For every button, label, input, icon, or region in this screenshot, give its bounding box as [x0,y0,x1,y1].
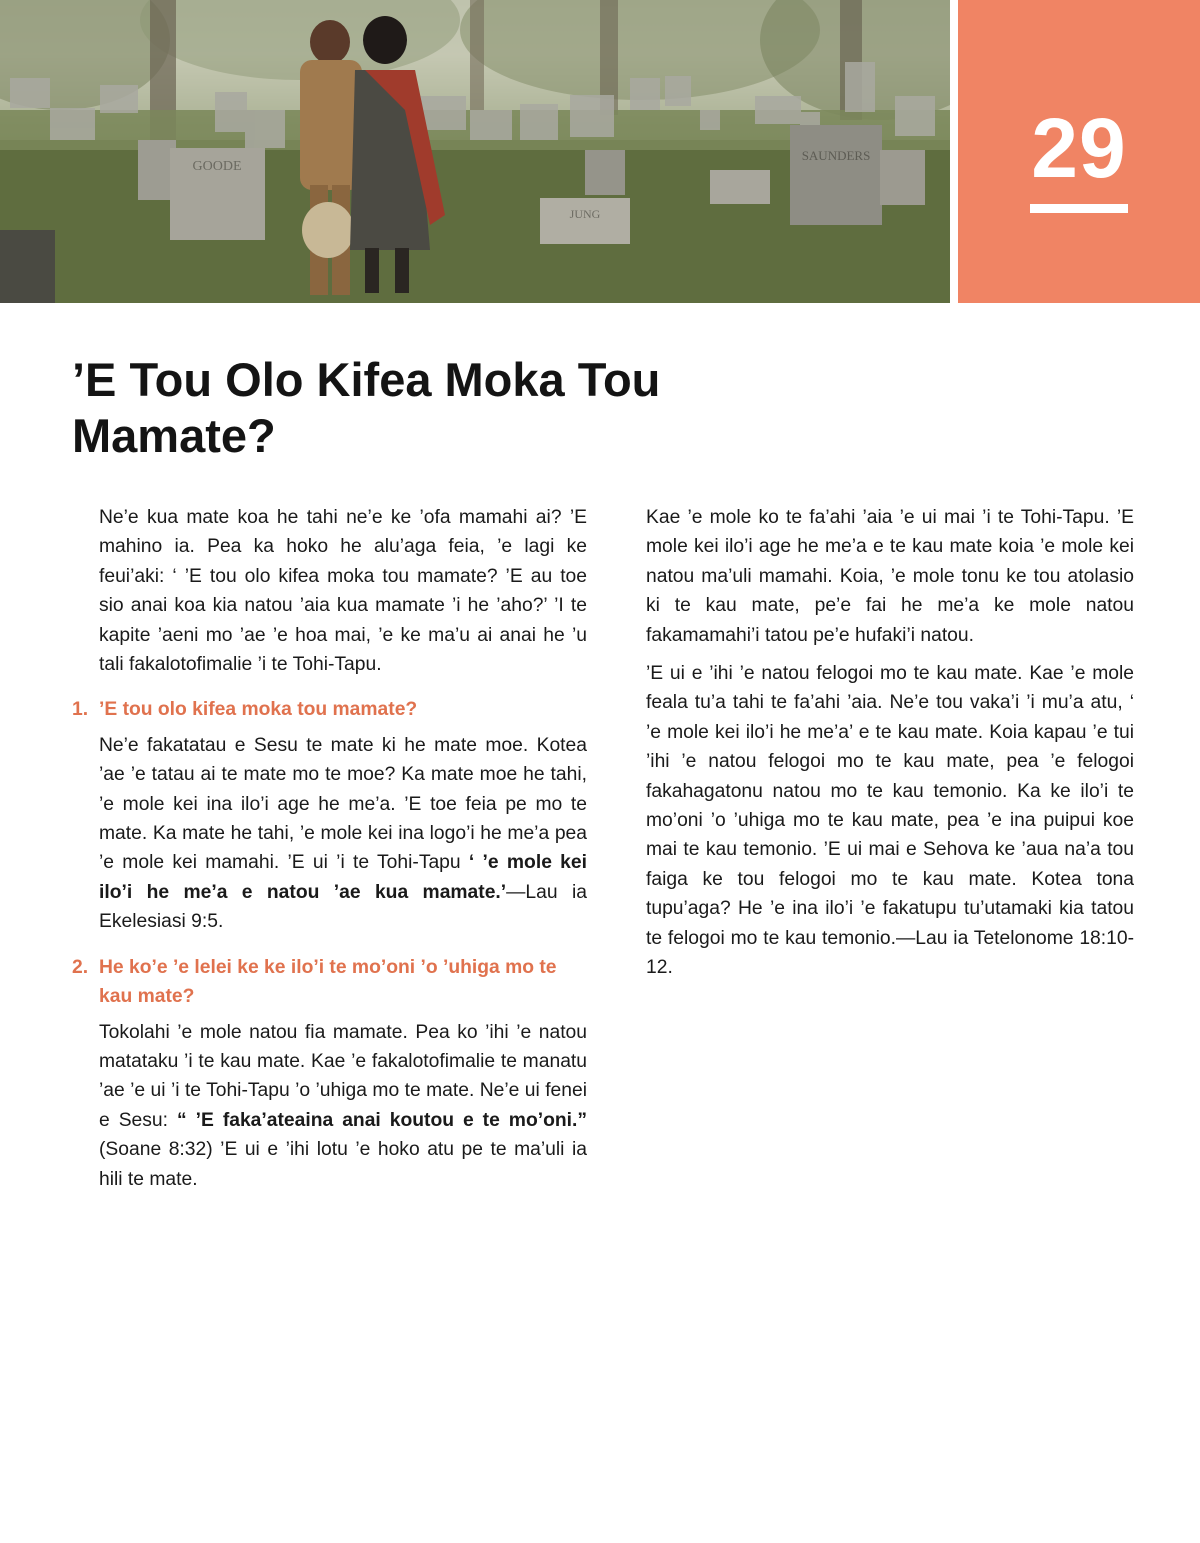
right-paragraph-2: ’E ui e ’ihi ’e natou felogoi mo te kau mate. Kae ’e mole feala tu’a tahi te fa’ahi ’aia. Ne’e tou vaka’i ’i mu’a atu, ‘ ’e mole kei ilo’i he me’a’ e te kau mate. Koia kapau ’e tui ’ihi ’e natou felogoi mo te kau mate, pea ’e felogoi fakahagatonu natou mo te kau temonio. Ka ke ilo’i te mo’oni ’o ’uhiga mo te kau mate, pea ’e ina puipui koe mai te kau temonio. ’E ui mai e Sehova ke ’aua na’a tou faiga ke tou felogoi mo te kau mate. Kotea tona tupu’aga? He ’e ina ilo’i ’e fakatupu tu’utamaki kia tatou te felogoi mo te kau temonio.—Lau ia Tetelonome 18:10-12. [646,663,1134,979]
answer-2-text: Tokolahi ’e mole natou fia mamate. Pea ko ’ihi ’e natou matataku ’i te kau mate. Kae ’e fakalotofimalie te manatu ’ae ’e ui ’i te Tohi-Tapu ’o ’uhiga mo te mate. Ne’e ui fenei e Sesu: [99,1021,587,1131]
question-1 [72,695,587,724]
answer-1-paragraph [72,731,587,937]
question-1-number: 1. [72,699,89,721]
question-2-number: 2. [72,956,89,978]
headstone-jung-text: JUNG [569,207,601,221]
lesson-title: ’E Tou Olo Kifea Moka Tou Mamate? [72,353,661,462]
question-1-text: ’E tou olo kifea moka tou mamate? [99,699,418,721]
answer-2-reference: (Soane 8:32) ’E ui e ’ihi lotu ’e hoko atu pe te ma’uli ia hili te mate. [99,1139,587,1190]
cemetery-photo [0,0,950,303]
lesson-number: 29 [1031,101,1127,195]
lesson-number-block [958,0,1200,303]
headstone-goode-text: GOODE [192,159,242,174]
headstone-saunders-text: SAUNDERS [801,148,871,163]
lesson-number-underline [1030,204,1128,213]
answer-1-text: Ne’e fakatatau e Sesu te mate ki he mate moe. Kotea ’ae ’e tatau ai te mate mo te moe? Ka mate moe he tahi, ’e mole kei ina ilo’i age he me’a. ’E toe feia pe mo te mate. Ka mate he tahi, ’e mole kei ina logo’i he me’a pea ’e mole kei mamahi. ’E ui ’i te Tohi-Tapu [99,734,587,874]
left-column [72,503,587,1203]
question-2 [72,953,587,1012]
answer-2-quote: “ ’E faka’ateaina anai koutou e te mo’oni.” [177,1109,587,1131]
answer-1-quote: ‘ ’e mole kei ilo’i he me’a e natou ’ae kua mamate.’ [99,852,587,903]
answer-1-reference: —Lau ia Ekelesiasi 9:5. [99,881,587,933]
question-2-text: He ko’e ’e lelei ke ke ilo’i te mo’oni ’o ’uhiga mo te kau mate? [99,956,557,1008]
right-paragraph-1: Kae ’e mole ko te fa’ahi ’aia ’e ui mai ’i te Tohi-Tapu. ’E mole kei ilo’i age he me’a e te kau mate koia ’e mole kei natou ma’uli mamahi. Koia, ’e mole tonu ke tou atolasio ki te kau mate, pe’e fai he me’a ke mole natou fakamamahi’i tatou pe’e hufaki’i natou. [646,507,1134,646]
intro-paragraph: Ne’e kua mate koa he tahi ne’e ke ’ofa mamahi ai? ’E mahino ia. Pea ka hoko he alu’aga feia, ’e lagi ke feui’aki: ‘ ’E tou olo kifea moka tou mamate? ’E au toe sio anai koa kia natou ’aia kua mamate ’i he ’aho?’ ’I te kapite ’aeni mo ’ae ’e hoa mai, ’e ke ma’u ai anai he ’u tali fakalotofimalie ’i te Tohi-Tapu. [99,507,587,676]
answer-2-paragraph [72,1018,587,1194]
cemetery-illustration [0,0,950,303]
right-column [646,503,1134,992]
